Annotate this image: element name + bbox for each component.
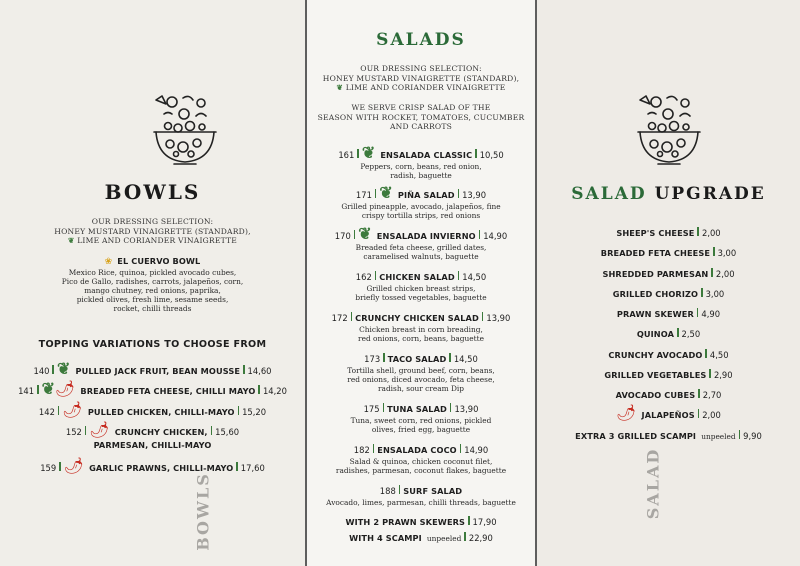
- separator: [399, 485, 401, 494]
- separator: [236, 462, 238, 471]
- topping-item: [0, 400, 305, 419]
- item-price: 14,90: [483, 231, 508, 241]
- item-price: 2,50: [681, 329, 701, 339]
- desc-line: Salad & quinoa, chicken coconut filet,: [349, 457, 493, 466]
- upgrade-item: [537, 343, 800, 362]
- chili-icon: 🌶: [54, 379, 76, 398]
- desc-line: Breaded feta cheese, grilled dates,: [355, 243, 487, 252]
- item-number: 175: [363, 404, 380, 414]
- upgrade-item: [537, 363, 800, 382]
- separator: [711, 268, 713, 277]
- item-number: 172: [331, 313, 348, 323]
- desc-line: radish, baguette: [390, 171, 452, 180]
- topping-item: [0, 359, 305, 378]
- item-name: ENSALADA COCO: [377, 445, 457, 455]
- separator: [373, 444, 375, 453]
- item-name: GRILLED VEGETABLES: [604, 370, 707, 380]
- item-price: 13,90: [462, 190, 487, 200]
- separator: [482, 312, 484, 321]
- separator: [698, 409, 700, 418]
- item-price: 2,00: [715, 269, 735, 279]
- separator: [85, 426, 87, 435]
- salad-item: [307, 183, 535, 220]
- item-name: GRILLED CHORIZO: [612, 289, 699, 299]
- desc-line: olives, fried egg, baguette: [371, 425, 471, 434]
- item-number: 142: [38, 407, 55, 417]
- separator: [243, 365, 245, 374]
- separator: [709, 369, 711, 378]
- chili-icon: 🌶: [616, 403, 637, 422]
- separator: [354, 230, 356, 239]
- bowls-title: BOWLS: [104, 180, 201, 204]
- item-number: 140: [33, 366, 50, 376]
- separator: [739, 430, 741, 439]
- bowl-icon: [150, 92, 220, 170]
- item-name: AVOCADO CUBES: [615, 390, 696, 400]
- desc-line: Peppers, corn, beans, red onion,: [360, 162, 482, 171]
- leaf-icon: ❦: [336, 83, 344, 92]
- separator: [211, 426, 213, 435]
- item-name: SURF SALAD: [403, 486, 463, 496]
- item-name: CRUNCHY AVOCADO: [608, 350, 703, 360]
- vegan-icon: ❦: [379, 183, 393, 202]
- separator: [58, 406, 60, 415]
- item-price: 14,50: [462, 272, 487, 282]
- separator: [458, 189, 460, 198]
- bowls-dressing-line: LIME AND CORIANDER VINAIGRETTE: [77, 236, 237, 245]
- item-name: CRUNCHY CHICKEN,: [114, 427, 208, 437]
- vegetarian-icon: ❦: [41, 379, 55, 398]
- item-name: PULLED JACK FRUIT, BEAN MOUSSE: [75, 366, 241, 376]
- serve-line: AND CARROTS: [389, 122, 453, 131]
- salad-item: [307, 479, 535, 507]
- separator: [37, 385, 39, 394]
- topping-item: [0, 420, 305, 450]
- desc-line: radish, sour cream Dip: [378, 384, 464, 393]
- desc-line: Mexico Rice, quinoa, pickled avocado cubes,: [68, 268, 237, 277]
- upgrade-title: [537, 184, 800, 204]
- item-name: SHEEP'S CHEESE: [616, 228, 695, 238]
- topping-item: [0, 379, 305, 398]
- desc-line: rocket, chilli threads: [113, 304, 192, 313]
- salads-title: SALADS: [376, 30, 466, 50]
- separator: [701, 288, 703, 297]
- item-name: EXTRA 3 GRILLED SCAMPI: [575, 431, 697, 441]
- item-price: 10,50: [479, 150, 504, 160]
- desc-line: Chicken breast in corn breading,: [359, 325, 483, 334]
- upgrade-item: [537, 424, 800, 443]
- item-number: 152: [65, 427, 82, 437]
- separator: [450, 403, 452, 412]
- item-name: BREADED FETA CHEESE, CHILLI MAYO: [80, 386, 256, 396]
- item-number: 141: [18, 386, 35, 396]
- item-price: 4,50: [709, 350, 729, 360]
- item-name: TACO SALAD: [387, 354, 447, 364]
- bowls-dressing-line: HONEY MUSTARD VINAIGRETTE (STANDARD),: [54, 226, 251, 236]
- desc-line: red onions, corn, beans, baguette: [358, 334, 484, 343]
- bowls-dressing: [0, 217, 305, 246]
- option-note: unpeeled: [426, 534, 462, 543]
- bowl-icon: [634, 92, 704, 170]
- item-price: 3,00: [705, 289, 725, 299]
- item-name: TUNA SALAD: [387, 404, 447, 414]
- bowls-panel: [0, 0, 305, 566]
- upgrade-item: [537, 282, 800, 301]
- salad-side-label: SALAD: [643, 447, 663, 520]
- upgrade-item: [537, 322, 800, 341]
- desc-line: briefly tossed vegetables, baguette: [355, 293, 487, 302]
- option-price: 17,90: [472, 517, 497, 527]
- leaf-icon: ❦: [67, 236, 75, 245]
- cuervo-desc: [0, 268, 305, 313]
- item-price: 15,20: [242, 407, 267, 417]
- separator: [460, 444, 462, 453]
- separator: [357, 149, 359, 158]
- salad-item: [307, 224, 535, 261]
- desc-line: red onions, diced avocado, feta cheese,: [347, 375, 495, 384]
- desc-line: Avocado, limes, parmesan, chilli threads, baguette: [326, 498, 516, 507]
- cuervo-name: EL CUERVO BOWL: [117, 256, 201, 266]
- item-price: 13,90: [486, 313, 511, 323]
- salads-dressing: [307, 64, 535, 93]
- item-name: SHREDDED PARMESAN: [602, 269, 709, 279]
- upgrade-panel: [537, 0, 800, 566]
- salad-item: [307, 347, 535, 393]
- desc-line: radishes, parmesan, coconut flakes, baguette: [335, 466, 507, 475]
- upgrade-item: [537, 403, 800, 422]
- item-number: 173: [364, 354, 381, 364]
- option-price: 22,90: [468, 533, 493, 543]
- upgrade-item: [537, 221, 800, 240]
- serve-line: SEASON WITH ROCKET, TOMATOES, CUCUMBER: [317, 112, 525, 122]
- separator: [52, 365, 54, 374]
- salads-panel: [305, 0, 537, 566]
- item-name: PIÑA SALAD: [397, 190, 455, 200]
- separator: [59, 462, 61, 471]
- item-price: 17,60: [240, 463, 265, 473]
- desc-line: crispy tortilla strips, red onions: [361, 211, 481, 220]
- salads-dressing-line: OUR DRESSING SELECTION:: [360, 64, 482, 73]
- item-price: 2,00: [701, 228, 721, 238]
- upgrade-title-word2: UPGRADE: [654, 184, 766, 204]
- separator: [375, 189, 377, 198]
- desc-line: mango chutney, red onions, paprika,: [84, 286, 221, 295]
- vegetarian-icon: ❦: [358, 224, 372, 243]
- desc-line: pickled olives, fresh lime, sesame seeds,: [76, 295, 229, 304]
- item-number: 188: [379, 486, 396, 496]
- chili-icon: 🌶: [63, 456, 85, 475]
- surf-option: [307, 526, 535, 545]
- upgrade-item: [537, 262, 800, 281]
- separator: [468, 516, 470, 525]
- desc-line: Tortilla shell, ground beef, corn, beans,: [347, 366, 495, 375]
- separator: [677, 328, 679, 337]
- item-name: PRAWN SKEWER: [616, 309, 694, 319]
- item-price: 14,60: [247, 366, 272, 376]
- separator: [383, 353, 385, 362]
- item-price: 2,90: [713, 370, 733, 380]
- item-number: 182: [353, 445, 370, 455]
- item-price: 4,90: [701, 309, 721, 319]
- upgrade-item: [537, 241, 800, 260]
- item-name: CHICKEN SALAD: [379, 272, 455, 282]
- item-name: PULLED CHICKEN, CHILLI-MAYO: [87, 407, 235, 417]
- upgrade-title-word1: SALAD: [571, 184, 647, 204]
- salad-item: [307, 143, 535, 180]
- item-name: GARLIC PRAWNS, CHILLI-MAYO: [89, 463, 234, 473]
- item-name-line2: PARMESAN, CHILLI-MAYO: [93, 440, 212, 450]
- item-name: QUINOA: [636, 329, 675, 339]
- separator: [705, 349, 707, 358]
- item-number: 171: [355, 190, 372, 200]
- bowls-side-label: BOWLS: [193, 472, 213, 551]
- el-cuervo-bowl: [0, 249, 305, 313]
- separator: [383, 403, 385, 412]
- item-price: 15,60: [215, 427, 240, 437]
- separator: [238, 406, 240, 415]
- separator: [458, 271, 460, 280]
- upgrade-item: [537, 302, 800, 321]
- salads-serve-note: [307, 103, 535, 132]
- separator: [698, 389, 700, 398]
- salad-item: [307, 438, 535, 475]
- separator: [713, 247, 715, 256]
- item-price: 9,90: [743, 431, 762, 441]
- vegan-icon: ❦: [361, 143, 376, 162]
- item-number: 161: [338, 150, 355, 160]
- upgrade-item: [537, 383, 800, 402]
- separator: [479, 230, 481, 239]
- salads-dressing-line: LIME AND CORIANDER VINAIGRETTE: [345, 83, 506, 92]
- separator: [258, 385, 260, 394]
- serve-line: WE SERVE CRISP SALAD OF THE: [351, 103, 491, 112]
- salad-item: [307, 265, 535, 302]
- item-price: 14,20: [262, 386, 287, 396]
- item-price: 2,70: [702, 390, 722, 400]
- separator: [449, 353, 451, 362]
- item-number: 170: [334, 231, 351, 241]
- desc-line: Grilled chicken breast strips,: [366, 284, 476, 293]
- topping-item: [0, 456, 305, 475]
- option-label: WITH 2 PRAWN SKEWERS: [345, 517, 466, 527]
- separator: [351, 312, 353, 321]
- separator: [464, 532, 466, 541]
- item-number: 162: [355, 272, 372, 282]
- separator: [475, 149, 477, 158]
- separator: [697, 227, 699, 236]
- chili-icon: 🌶: [62, 400, 83, 419]
- separator: [375, 271, 377, 280]
- chili-icon: 🌶: [89, 420, 110, 439]
- item-price: 3,00: [717, 248, 737, 258]
- item-price: 2,00: [702, 410, 721, 420]
- salad-item: [307, 306, 535, 343]
- item-note: unpeeled: [701, 432, 736, 441]
- salads-dressing-line: HONEY MUSTARD VINAIGRETTE (STANDARD),: [322, 73, 520, 83]
- option-label: WITH 4 SCAMPI: [349, 533, 422, 543]
- item-name: CRUNCHY CHICKEN SALAD: [355, 313, 479, 323]
- vegan-icon: ❦: [56, 359, 71, 378]
- desc-line: Pico de Gallo, radishes, carrots, jalapeños, corn,: [61, 277, 244, 286]
- item-name: ENSALADA INVIERNO: [376, 231, 476, 241]
- desc-line: Tuna, sweet corn, red onions, pickled: [350, 416, 492, 425]
- item-price: 14,50: [453, 354, 478, 364]
- item-price: 14,90: [464, 445, 489, 455]
- item-name: BREADED FETA CHEESE: [600, 248, 711, 258]
- item-number: 159: [40, 463, 57, 473]
- vegetarian-icon: ❀: [104, 257, 113, 267]
- item-name: ENSALADA CLASSIC: [380, 150, 473, 160]
- salad-item: [307, 397, 535, 434]
- desc-line: caramelised walnuts, baguette: [363, 252, 479, 261]
- separator: [697, 308, 699, 317]
- bowls-dressing-line: OUR DRESSING SELECTION:: [91, 217, 214, 226]
- topping-title: TOPPING VARIATIONS TO CHOOSE FROM: [38, 339, 267, 350]
- item-name: JALAPEÑOS: [641, 410, 695, 420]
- desc-line: Grilled pineapple, avocado, jalapeños, fine: [341, 202, 501, 211]
- item-price: 13,90: [454, 404, 479, 414]
